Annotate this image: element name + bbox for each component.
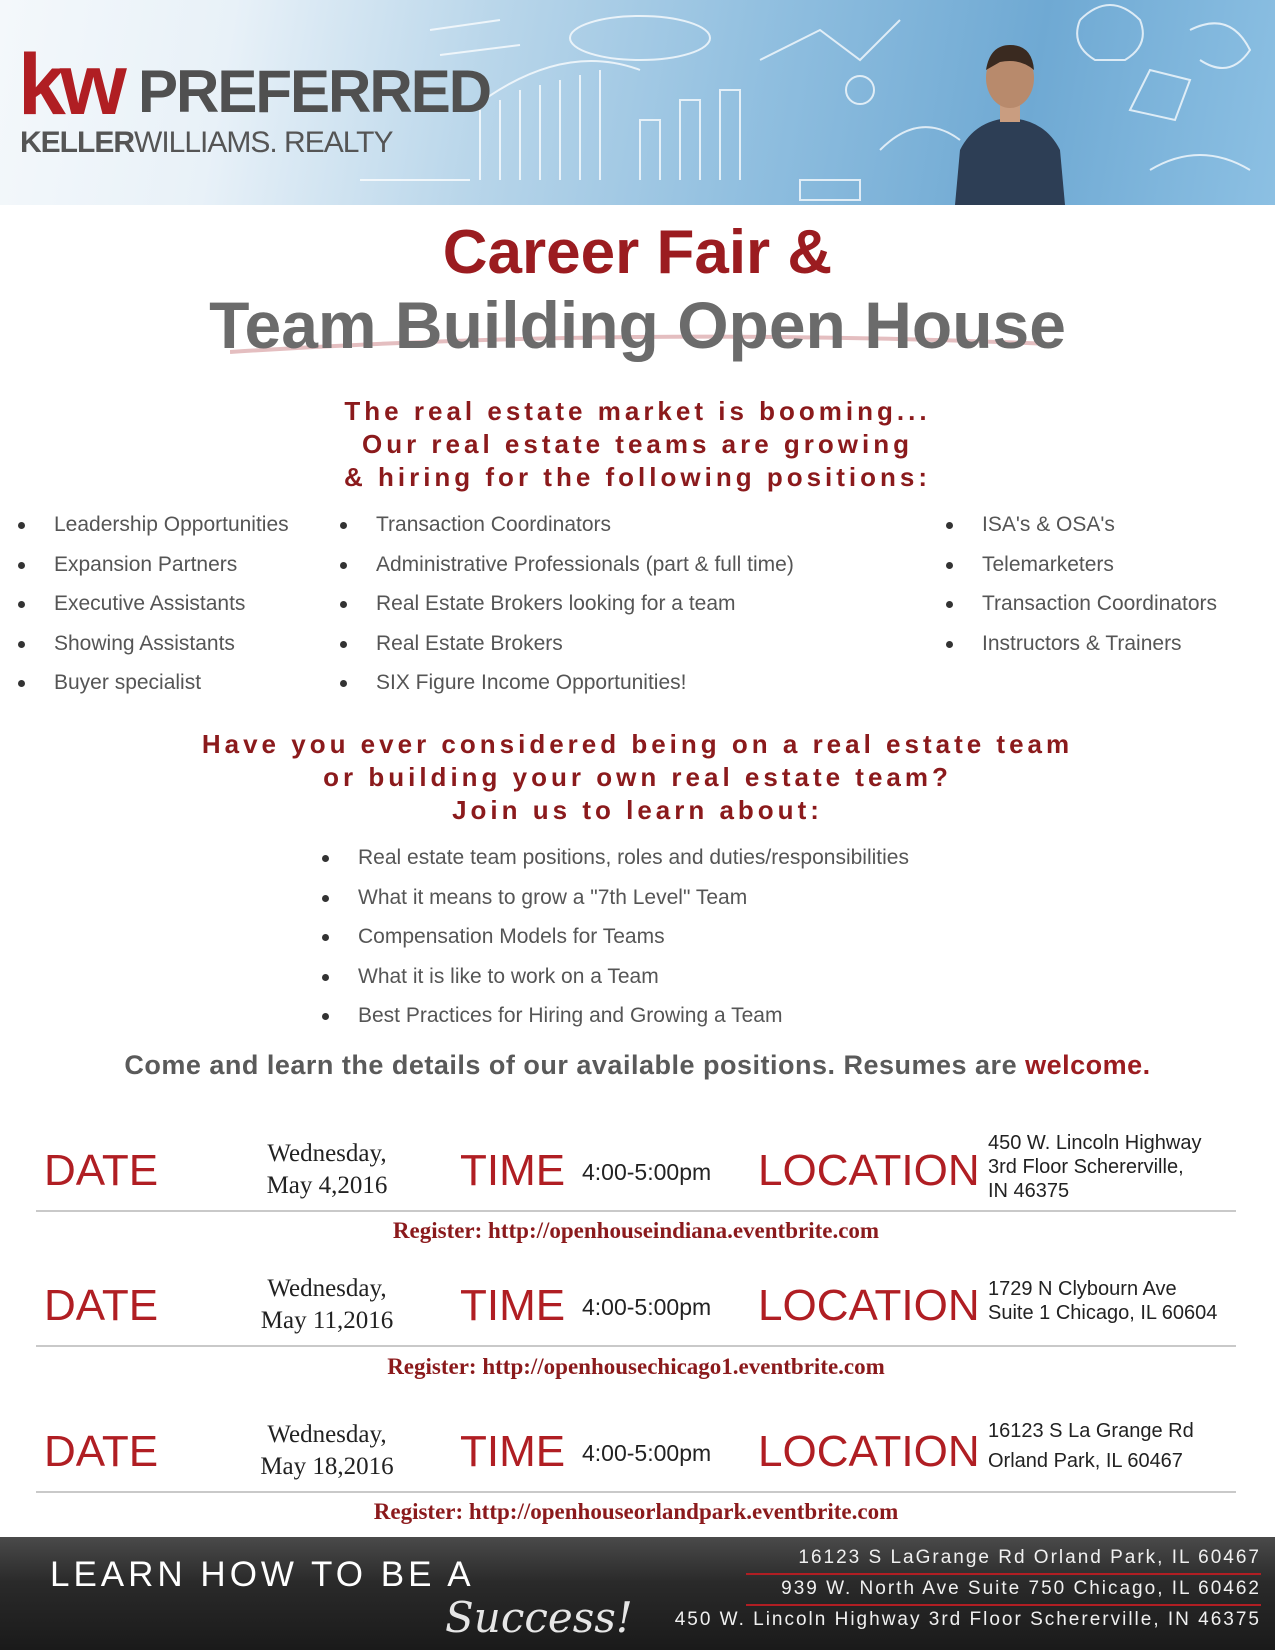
register-link[interactable]: Register: http://openhouseindiana.eventbrite.com [392,1218,880,1243]
list-item: Instructors & Trainers [946,624,1217,664]
list-item: Real Estate Brokers looking for a team [340,584,794,624]
bullet-icon [18,641,25,648]
location-label: LOCATION [758,1146,980,1195]
footer-tagline: LEARN HOW TO BE A [50,1555,475,1594]
event-date: Wednesday, May 18,2016 [260,1421,394,1480]
event-block [36,1128,1236,1278]
event-location: 16123 S La Grange Rd Orland Park, IL 60467 [988,1420,1194,1472]
footer-address-divider [746,1604,1261,1606]
positions-list-col2 [340,505,794,703]
register-link[interactable]: Register: http://openhouseorlandpark.eventbrite.com [373,1499,899,1524]
location-label: LOCATION [758,1427,980,1476]
list-item: Executive Assistants [18,584,289,624]
bullet-icon [322,895,329,902]
list-item: Expansion Partners [18,545,289,585]
kw-logo-mark: kw [18,37,121,133]
logo-preferred-text: PREFERRED [138,58,491,125]
bullet-icon [18,562,25,569]
list-item: Administrative Professionals (part & full time) [340,545,794,585]
date-label: DATE [44,1281,159,1330]
event-time: 4:00-5:00pm [582,1159,712,1185]
location-label: LOCATION [758,1281,980,1330]
footer-address: 939 W. North Ave Suite 750 Chicago, IL 60462 [781,1578,1261,1599]
bullet-icon [322,855,329,862]
bullet-icon [322,1013,329,1020]
learn-topics-list [322,838,909,1036]
bullet-icon [322,974,329,981]
intro-text: The real estate market is booming... Our real estate teams are growing & hiring for the following positions: [343,396,932,492]
positions-list-col1 [18,505,289,703]
team-question-heading: Have you ever considered being on a real estate team or building your own real estate team? Join us to learn about: [201,729,1074,825]
footer-address-divider [746,1573,1261,1575]
list-item: Showing Assistants [18,624,289,664]
businessman-figure [955,45,1065,205]
event-date: Wednesday, May 4,2016 [266,1140,388,1199]
page-title-line1: Career Fair & [442,218,833,287]
bullet-icon [18,601,25,608]
bullet-icon [18,680,25,687]
list-item: Leadership Opportunities [18,505,289,545]
list-item: Real estate team positions, roles and duties/responsibilities [322,838,909,878]
divider [36,1210,1236,1212]
event-block [36,1263,1236,1413]
list-item: SIX Figure Income Opportunities! [340,663,794,703]
time-label: TIME [460,1281,566,1330]
list-item: What it means to grow a "7th Level" Team [322,878,909,918]
list-item: Best Practices for Hiring and Growing a Team [322,996,909,1036]
bullet-icon [946,641,953,648]
list-item: Transaction Coordinators [340,505,794,545]
time-label: TIME [460,1146,566,1195]
time-label: TIME [460,1427,566,1476]
bullet-icon [340,680,347,687]
bullet-icon [946,522,953,529]
bullet-icon [18,522,25,529]
date-label: DATE [44,1427,159,1476]
bullet-icon [340,562,347,569]
event-location: 1729 N Clybourn Ave Suite 1 Chicago, IL 60604 [988,1278,1218,1324]
list-item: What it is like to work on a Team [322,957,909,997]
page-title-line2: Team Building Open House [209,288,1066,362]
header-banner [0,0,1275,205]
footer-address: 16123 S LaGrange Rd Orland Park, IL 60467 [798,1547,1261,1568]
event-date: Wednesday, May 11,2016 [260,1275,394,1334]
list-item: ISA's & OSA's [946,505,1217,545]
list-item: Transaction Coordinators [946,584,1217,624]
bullet-icon [340,522,347,529]
date-label: DATE [44,1146,159,1195]
logo-keller-williams: KELLERWILLIAMS. REALTY [20,126,393,159]
event-time: 4:00-5:00pm [582,1294,712,1320]
bullet-icon [946,562,953,569]
bullet-icon [946,601,953,608]
list-item: Compensation Models for Teams [322,917,909,957]
list-item: Real Estate Brokers [340,624,794,664]
bullet-icon [340,601,347,608]
event-location: 450 W. Lincoln Highway 3rd Floor Schererville, IN 46375 [988,1132,1202,1202]
footer-address: 450 W. Lincoln Highway 3rd Floor Schererville, IN 46375 [674,1609,1261,1630]
event-time: 4:00-5:00pm [582,1440,712,1466]
footer-success-script: Success! [445,1593,633,1642]
positions-list-col3 [946,505,1217,663]
register-link[interactable]: Register: http://openhousechicago1.eventbrite.com [387,1354,885,1379]
come-learn-text: Come and learn the details of our available positions. Resumes are welcome. [124,1050,1151,1080]
bullet-icon [340,641,347,648]
list-item: Buyer specialist [18,663,289,703]
divider [36,1345,1236,1347]
divider [36,1491,1236,1493]
bullet-icon [322,934,329,941]
list-item: Telemarketers [946,545,1217,585]
